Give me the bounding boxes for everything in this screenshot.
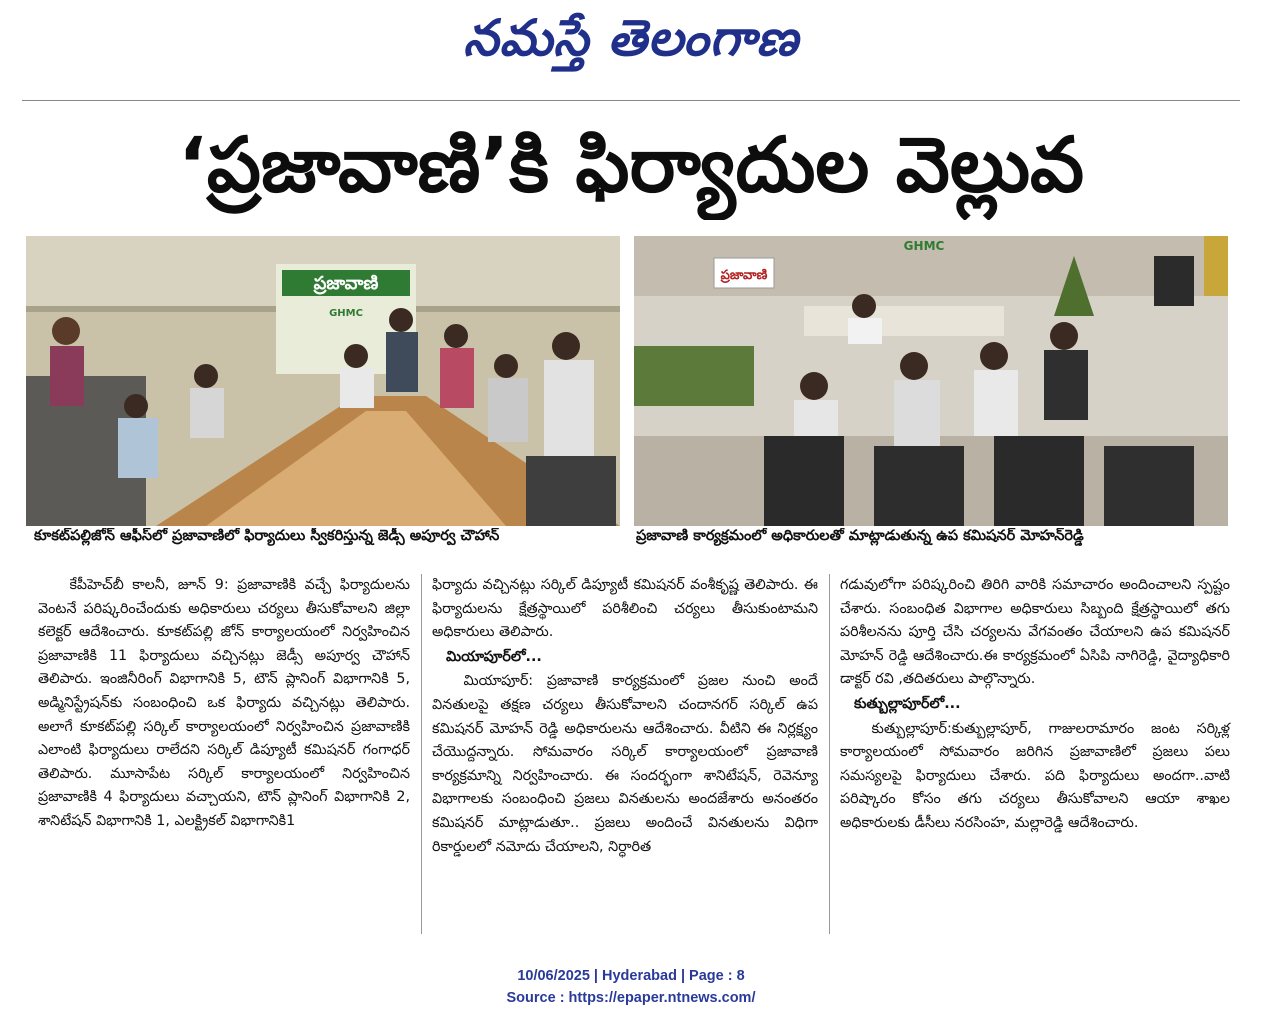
banner-text-right: ప్రజావాణి [720, 268, 768, 283]
article-column-2 [432, 574, 818, 859]
paragraph: కుత్బుల్లాపూర్:కుత్బుల్లాపూర్, గాజులరామారం జంట సర్కిళ్ల కార్యాలయంలో సోమవారం జరిగిన ప్రజావాణిలో ప్రజలు పలు సమస్యలపై ఫిర్యాదులు చేశారు. పది ఫిర్యాదులు అందగా..వాటి పరిష్కారం కోసం తగు చర్యలు తీసుకోవాలని ఆయా శాఖల అధికారులకు డీసీలు నరసింహ, మల్లారెడ్డి ఆదేశించారు. [840, 720, 1230, 831]
article-column-3 [840, 574, 1230, 836]
ghmc-badge-left: GHMC [329, 308, 363, 319]
masthead-rule [22, 100, 1240, 101]
paragraph: కేపీహెచ్‌బీ కాలనీ, జూన్ 9: ప్రజావాణికి వచ్చే ఫిర్యాదులను వెంటనే పరిష్కరించేందుకు అధికారులు చర్యలు తీసుకోవాలని జిల్లా కలెక్టర్ ఆదేశించారు. కూకట్‌పల్లి జోన్ కార్యాలయంలో నిర్వహించిన ప్రజావాణికి 11 ఫిర్యాదులు వచ్చినట్లు జెడ్సీ అపూర్వ చౌహాన్ తెలిపారు. ఇంజినీరింగ్ విభాగానికి 5, టౌన్ ప్లానింగ్ విభాగానికి 5, అడ్మినిస్ట్రేషన్‌కు సంబంధించి ఒక ఫిర్యాదు వచ్చినట్లు తెలిపారు. అలాగే కూకట్‌పల్లి సర్కిల్ కార్యాలయంలో నిర్వహించిన ప్రజావాణికి ఎలాంటి ఫిర్యాదులు రాలేదని సర్కిల్ డిప్యూటీ కమిషనర్ గంగాధర్ తెలిపారు. మూసాపేట సర్కిల్ కార్యాలయంలో నిర్వహించిన ప్రజావాణికి 4 ఫిర్యాదులు వచ్చాయని, టౌన్ ప్లానింగ్ విభాగానికి 2, శానిటేషన్ విభాగానికి 1, ఎలక్ట్రికల్ విభాగానికి1 [38, 577, 410, 829]
edition-info: 10/06/2025 | Hyderabad | Page : 8 [517, 968, 745, 984]
photo-circle-office-meeting [634, 236, 1228, 526]
paragraph: గడువులోగా పరిష్కరించి తిరిగి వారికి సమాచారం అందించాలని స్పష్టం చేశారు. సంబంధిత విభాగాల అధికారులు సిబ్బంది క్షేత్రస్థాయిలో తగు పరిశీలనను పూర్తి చేసి చర్యలను వేగవంతం చేయాలని ఉప కమిషనర్ మోహన్ రెడ్డి ఆదేశించారు.ఈ కార్యక్రమంలో ఏసిపి నాగిరెడ్డి, వైద్యాధికారి డాక్టర్ రవి ,తదితరులు పాల్గొన్నారు. [840, 577, 1230, 688]
column-divider [421, 574, 422, 934]
newspaper-masthead: నమస్తే తెలంగాణ [463, 8, 799, 67]
photo-caption-left: కూకట్‌పల్లిజోన్ ఆఫీస్‌లో ప్రజావాణిలో ఫిర్యాదులు స్వీకరిస్తున్న జెడ్సీ అపూర్వ చౌహాన్ [34, 528, 500, 544]
paragraph: ఫిర్యాదు వచ్చినట్లు సర్కిల్ డిప్యూటీ కమిషనర్ వంశీకృష్ణ తెలిపారు. ఈ ఫిర్యాదులను క్షేత్రస్థాయిలో పరిశీలించి చర్యలు తీసుకుంటామని అధికారులు తెలిపారు. [432, 577, 818, 641]
ghmc-badge-right: GHMC [903, 239, 945, 253]
photo-zonal-office-meeting [26, 236, 620, 526]
paragraph: మియాపూర్: ప్రజావాణి కార్యక్రమంలో ప్రజల నుంచి అందే వినతులపై తక్షణ చర్యలు తీసుకోవాలని చందానగర్ సర్కిల్ ఉప కమిషనర్ మోహన్ రెడ్డి అధికారులను ఆదేశించారు. వీటిని ఈ నిర్లక్ష్యం చేయొద్దన్నారు. సోమవారం సర్కిల్ కార్యాలయంలో ప్రజావాణి కార్యక్రమాన్ని నిర్వహించారు. ఈ సందర్భంగా శానిటేషన్, రెవెన్యూ విభాగాలకు సంబంధించి ప్రజలు వినతులను అందజేశారు అనంతరం కమిషనర్ మాట్లాడుతూ.. ప్రజలు అందించే వినతులను విధిగా రికార్డులలో నమోదు చేయాలని, నిర్ధారిత [432, 673, 818, 855]
article-headline: ‘ప్రజావాణి’కి ఫిర్యాదుల వెల్లువ [177, 120, 1085, 209]
subheading-quthbullapur: కుత్బుల్లాపూర్‌లో... [854, 695, 961, 712]
banner-text-left: ప్రజావాణి [313, 273, 379, 294]
article-column-1 [38, 574, 410, 834]
column-divider [829, 574, 830, 934]
subheading-miyapur: మియాపూర్‌లో... [446, 648, 542, 665]
source-link[interactable]: Source : https://epaper.ntnews.com/ [506, 990, 756, 1006]
photo-caption-right: ప్రజావాణి కార్యక్రమంలో అధికారులతో మాట్లాడుతున్న ఉప కమిషనర్ మోహన్‌రెడ్డి [636, 528, 1084, 544]
